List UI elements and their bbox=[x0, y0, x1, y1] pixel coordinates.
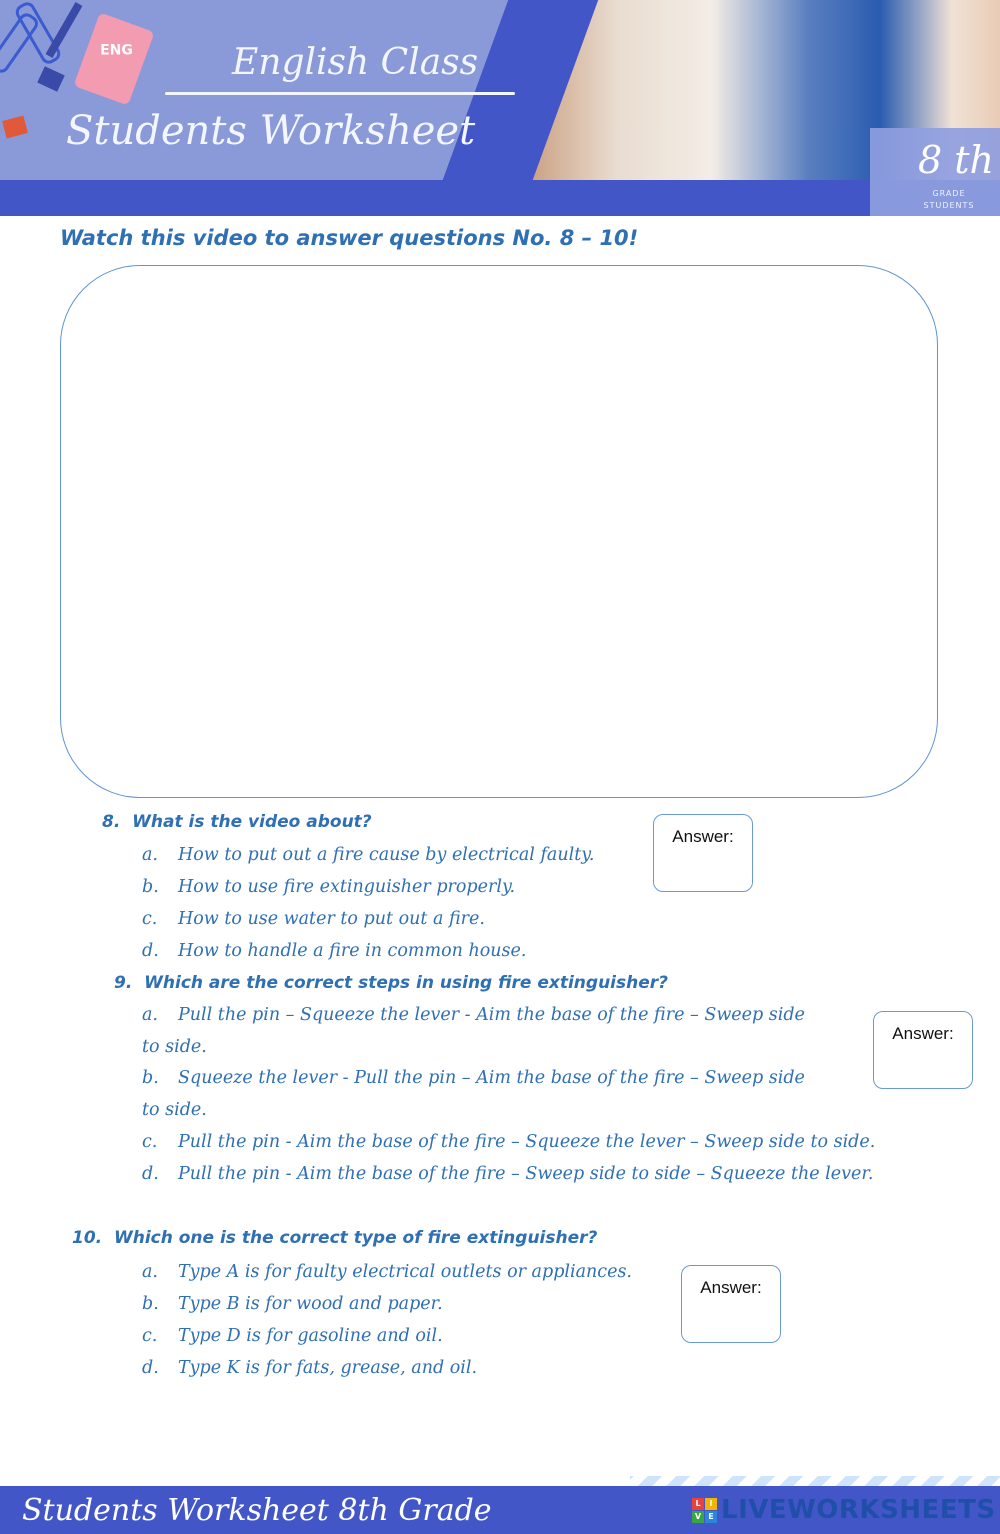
binder-clip-icon bbox=[2, 115, 28, 138]
option-8d bbox=[142, 941, 526, 961]
option-9a-continued: to side. bbox=[142, 1037, 207, 1057]
option-text: How to use water to put out a fire. bbox=[178, 909, 485, 929]
grade-subtitle: GRADE STUDENTS bbox=[923, 189, 975, 210]
option-letter: a. bbox=[142, 845, 158, 865]
grade-number: 8 th bbox=[918, 138, 994, 182]
footer-title: Students Worksheet 8th Grade bbox=[22, 1493, 492, 1528]
option-text: How to handle a fire in common house. bbox=[178, 941, 527, 961]
logo-letter: L bbox=[692, 1498, 704, 1510]
option-text: Squeeze the lever - Pull the pin – Aim the base of the fire – Sweep side bbox=[178, 1068, 805, 1088]
question-8 bbox=[102, 812, 372, 832]
question-number: 10. bbox=[72, 1228, 103, 1248]
question-text: What is the video about? bbox=[132, 812, 372, 832]
option-text: Pull the pin - Aim the base of the fire – Squeeze the lever – Sweep side to side. bbox=[178, 1132, 876, 1152]
option-9d bbox=[142, 1164, 873, 1184]
option-text: Type B is for wood and paper. bbox=[178, 1294, 443, 1314]
worksheet-title: Students Worksheet bbox=[66, 108, 476, 154]
answer-box-9[interactable] bbox=[873, 1011, 973, 1089]
option-9b-continued: to side. bbox=[142, 1100, 207, 1120]
option-10a bbox=[142, 1262, 632, 1282]
liveworksheets-logo[interactable] bbox=[692, 1492, 996, 1528]
option-9b bbox=[142, 1068, 805, 1088]
option-letter: a. bbox=[142, 1005, 158, 1025]
live-logo-icon bbox=[692, 1498, 717, 1523]
option-letter: c. bbox=[142, 909, 158, 929]
option-letter: b. bbox=[142, 1294, 159, 1314]
option-letter: d. bbox=[142, 941, 159, 961]
option-9a bbox=[142, 1005, 805, 1025]
video-player[interactable] bbox=[60, 265, 938, 798]
option-10c bbox=[142, 1326, 443, 1346]
option-text: How to use fire extinguisher properly. bbox=[178, 877, 516, 897]
question-9 bbox=[114, 973, 668, 993]
option-10b bbox=[142, 1294, 443, 1314]
answer-label: Answer: bbox=[700, 1278, 762, 1297]
option-letter: d. bbox=[142, 1164, 159, 1184]
option-9c bbox=[142, 1132, 875, 1152]
question-number: 9. bbox=[114, 973, 133, 993]
option-8a bbox=[142, 845, 594, 865]
answer-label: Answer: bbox=[892, 1024, 954, 1043]
option-letter: a. bbox=[142, 1262, 158, 1282]
option-letter: c. bbox=[142, 1132, 158, 1152]
notebook-label: ENG bbox=[100, 42, 133, 59]
title-underline bbox=[165, 92, 515, 95]
option-text: Pull the pin – Squeeze the lever - Aim the base of the fire – Sweep side bbox=[178, 1005, 805, 1025]
banner-bar bbox=[0, 180, 1000, 216]
logo-letter: I bbox=[705, 1498, 717, 1510]
option-letter: b. bbox=[142, 877, 159, 897]
answer-label: Answer: bbox=[672, 827, 734, 846]
pencil-icon bbox=[46, 2, 83, 58]
option-10d bbox=[142, 1358, 477, 1378]
eng-notebook-icon bbox=[73, 12, 154, 105]
answer-box-8[interactable] bbox=[653, 814, 753, 892]
class-title: English Class bbox=[232, 42, 479, 83]
option-text: How to put out a fire cause by electrical faulty. bbox=[178, 845, 595, 865]
question-10 bbox=[72, 1228, 597, 1248]
option-8c bbox=[142, 909, 485, 929]
option-text: Type A is for faulty electrical outlets or appliances. bbox=[178, 1262, 632, 1282]
question-text: Which are the correct steps in using fire extinguisher? bbox=[144, 973, 669, 993]
logo-letter: V bbox=[692, 1511, 704, 1523]
question-text: Which one is the correct type of fire extinguisher? bbox=[113, 1228, 598, 1248]
option-letter: c. bbox=[142, 1326, 158, 1346]
option-letter: d. bbox=[142, 1358, 159, 1378]
option-text: Pull the pin - Aim the base of the fire – Sweep side to side – Squeeze the lever. bbox=[178, 1164, 874, 1184]
option-8b bbox=[142, 877, 515, 897]
option-letter: b. bbox=[142, 1068, 159, 1088]
brand-name: LIVEWORKSHEETS bbox=[721, 1495, 996, 1525]
binder-clip-icon bbox=[37, 66, 65, 92]
option-text: Type D is for gasoline and oil. bbox=[178, 1326, 443, 1346]
logo-letter: E bbox=[705, 1511, 717, 1523]
question-number: 8. bbox=[102, 812, 121, 832]
header-banner bbox=[0, 0, 1000, 216]
option-text: Type K is for fats, grease, and oil. bbox=[178, 1358, 478, 1378]
instruction-text: Watch this video to answer questions No. 8 – 10! bbox=[60, 226, 639, 250]
footer bbox=[0, 1476, 1000, 1534]
answer-box-10[interactable] bbox=[681, 1265, 781, 1343]
